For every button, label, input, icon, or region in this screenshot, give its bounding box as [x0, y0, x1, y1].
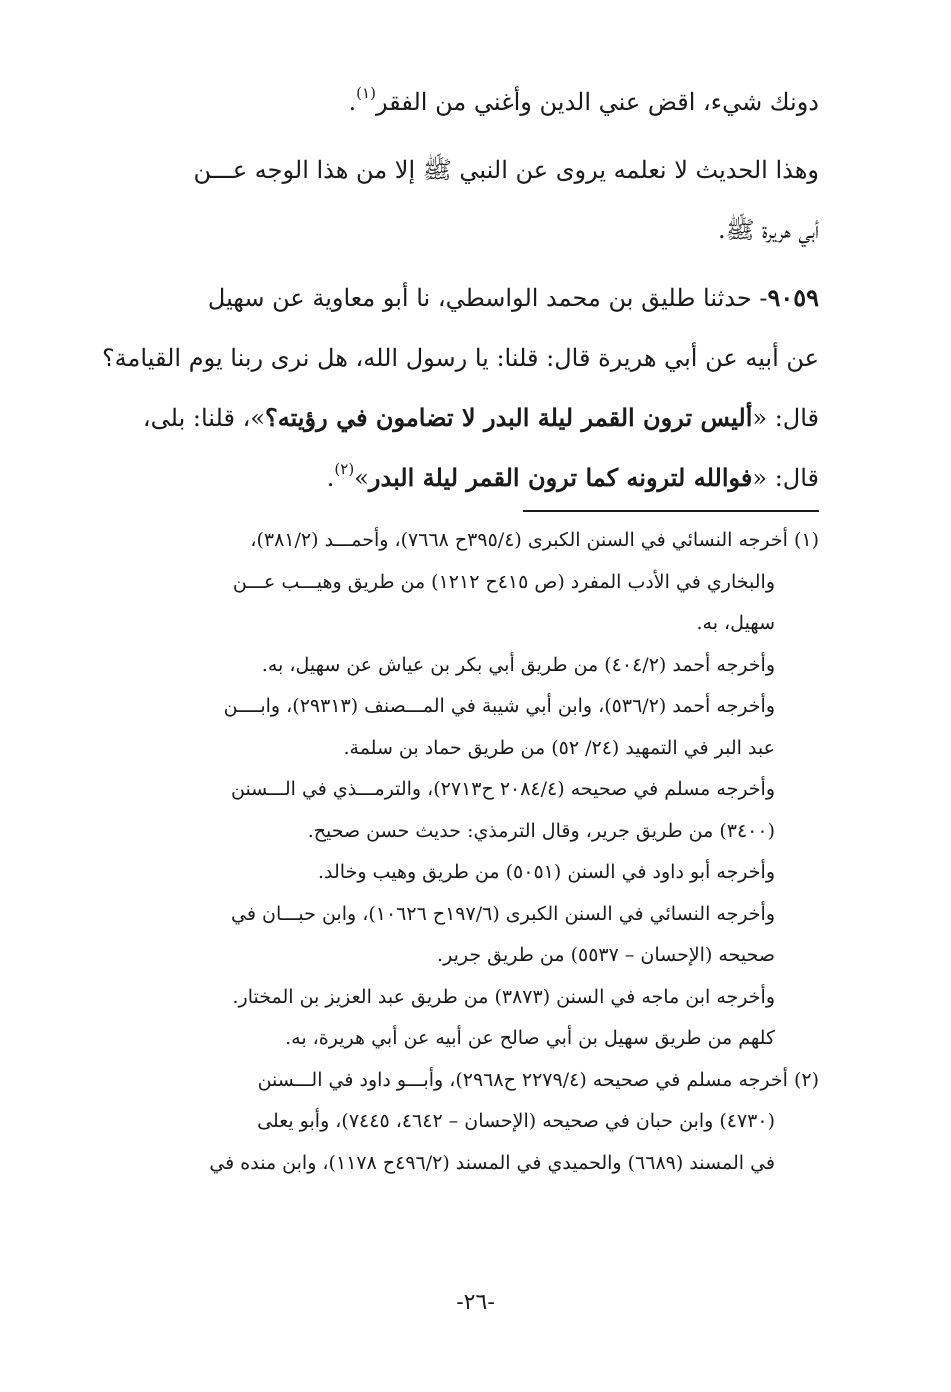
- footnote-line: (٢) أخرجه مسلم في صحيحه (٢٢٧٩/٤ ح٢٩٦٨)، وأبـــو داود في الـــسنن: [257, 1068, 819, 1091]
- prophetic-quote: فوالله لترونه كما ترون القمر ليلة البدر: [368, 463, 753, 492]
- text-run: قال: «: [752, 404, 819, 432]
- main-text: [101, 72, 819, 508]
- paragraph-1: [107, 72, 819, 132]
- footnote-line: في المسند (٦٦٨٩) والحميدي في المسند (٤٩٦/٢ح ١١٧٨)، وابن منده في: [209, 1151, 775, 1174]
- text-line: [107, 268, 819, 328]
- footnote-line: وأخرجه أبو داود في السنن (٥٠٥١) من طريق وهيب وخالد.: [318, 861, 775, 883]
- text-run: دونك شيء، اقض عني الدين وأغني من الفقر: [375, 88, 819, 116]
- footnote-line: والبخاري في الأدب المفرد (ص ٤١٥ح ١٢١٢) من طريق وهيـــب عـــن: [232, 570, 775, 593]
- footnote-marker[interactable]: (٢): [334, 460, 355, 478]
- footnote-line: كلهم من طريق سهيل بن أبي صالح عن أبيه عن أبي هريرة، به.: [285, 1027, 775, 1049]
- footnote-line: وأخرجه مسلم في صحيحه (٢٠٨٤/٤ ح٢٧١٣)، والترمـــذي في الـــسنن: [230, 778, 775, 800]
- prophetic-quote: أليس ترون القمر ليلة البدر لا تضامون في رؤيته؟: [265, 403, 753, 432]
- hadith-number: ٩٠٥٩: [767, 283, 819, 312]
- footnote-line: عبد البر في التمهيد (٢٤/ ٥٢) من طريق حماد بن سلمة.: [343, 736, 775, 759]
- footnote-divider: [523, 510, 819, 512]
- footnote-line: (٣٤٠٠) من طريق جرير، وقال الترمذي: حديث حسن صحيح.: [307, 819, 775, 842]
- text-run: - حدثنا طليق بن محمد الواسطي، نا أبو معاوية عن سهيل: [207, 284, 768, 312]
- footnote-line: (٤٧٣٠) وابن حبان في صحيحه (الإحسان – ٤٦٤٢، ٧٤٤٥)، وأبو يعلى: [257, 1110, 775, 1132]
- paragraph-2: [107, 140, 819, 260]
- text-line: عن أبيه عن أبي هريرة قال: قلنا: يا رسول الله، هل نرى ربنا يوم القيامة؟: [101, 344, 819, 372]
- footnote-line: (١) أخرجه النسائي في السنن الكبرى (٣٩٥/٤ح ٧٦٦٨)، وأحمـــد (٣٨١/٢)،: [250, 529, 819, 551]
- footnote-marker[interactable]: (١): [356, 84, 376, 102]
- text-line: أبي هريرة ﷺ.: [718, 216, 819, 244]
- text-line: [107, 72, 819, 132]
- footnote-line: وأخرجه أحمد (٤٠٤/٢) من طريق أبي بكر بن عياش عن سهيل، به.: [261, 653, 775, 676]
- text-run: .: [326, 464, 335, 492]
- hadith-paragraph: [101, 268, 819, 508]
- footnote-line: وأخرجه النسائي في السنن الكبرى (١٩٧/٦ح ١٠٦٢٦)، وابن حبـــان في: [231, 902, 775, 925]
- text-run: قال: «: [752, 464, 819, 492]
- text-line: وهذا الحديث لا نعلمه يروى عن النبي ﷺ إلا من هذا الوجه عـــن: [193, 156, 819, 184]
- text-run: .: [348, 88, 357, 116]
- footnotes: [107, 520, 819, 1184]
- text-line: [107, 388, 819, 448]
- text-line: [107, 448, 819, 508]
- footnote-line: وأخرجه ابن ماجه في السنن (٣٨٧٣) من طريق عبد العزيز بن المختار.: [232, 985, 775, 1008]
- footnote-line: وأخرجه أحمد (٥٣٦/٢)، وابن أبي شيبة في المـــصنف (٢٩٣١٣)، وابــــن: [223, 695, 775, 717]
- footnote-line: صحيحه (الإحسان – ٥٥٣٧) من طريق جرير.: [437, 944, 775, 966]
- text-run: »: [354, 464, 369, 492]
- page-number: -٢٦-: [456, 1290, 495, 1315]
- footnote-line: سهيل، به.: [696, 612, 775, 634]
- text-run: »، قلنا: بلى،: [142, 404, 265, 432]
